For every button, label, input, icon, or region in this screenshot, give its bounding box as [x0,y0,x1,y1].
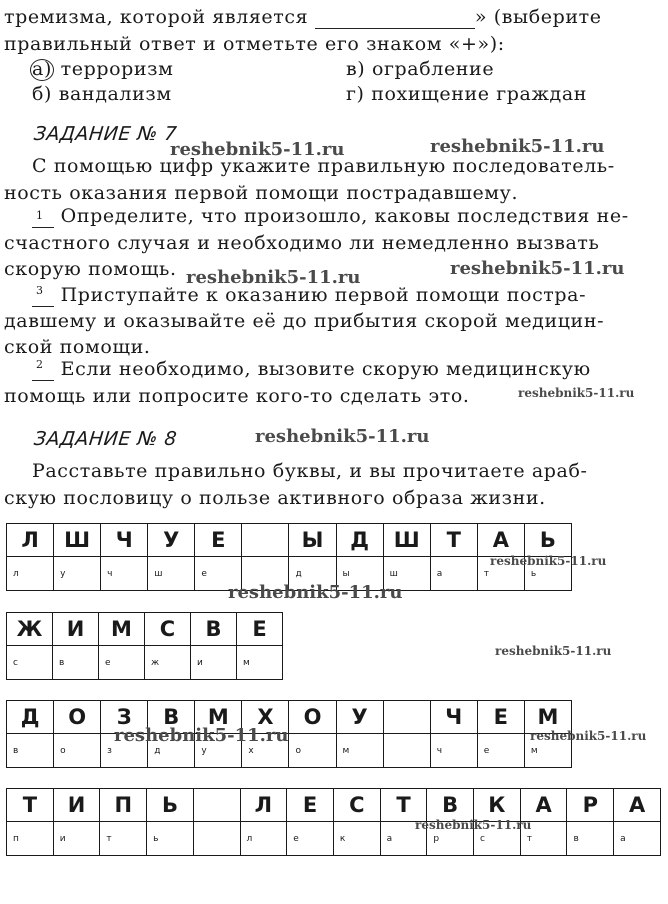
option-v: в) ограбление [346,58,495,80]
watermark: reshebnik5-11.ru [228,582,403,603]
grid-letter-cell: И [53,613,99,646]
grid-answer-cell[interactable]: т [477,557,524,591]
grid-letter-cell: И [53,789,100,822]
grid-letter-cell: Ж [7,613,53,646]
step2-line1: Приступайте к оказанию первой помощи постра- [32,284,586,307]
letter-grid-3 [6,700,572,768]
grid-letter-cell: Т [430,524,477,557]
grid-letter-cell: А [477,524,524,557]
grid-answer-cell[interactable]: т [520,822,567,856]
task7-intro-line2: ность оказания первой помощи пострадавшему. [4,182,519,204]
selected-answer-circle: а) [30,59,54,81]
grid-answer-cell[interactable]: м [336,734,383,768]
option-g: г) похищение граждан [346,83,588,105]
grid-answer-cell[interactable]: ч [101,557,148,591]
grid-answer-cell[interactable]: ы [336,557,383,591]
grid-answer-cell[interactable]: т [100,822,147,856]
step-number: 3 [36,284,43,297]
step-number: 1 [36,209,43,222]
grid-answer-cell[interactable]: а [380,822,427,856]
grid-answer-cell[interactable]: д [289,557,336,591]
grid-letter-cell: Х [242,701,289,734]
step2-line3: ской помощи. [4,336,151,358]
watermark: reshebnik5-11.ru [170,139,345,160]
task8-title: ЗАДАНИЕ № 8 [32,428,179,450]
grid-letter-cell: С [333,789,380,822]
task6-question-line1: тремизма, которой является » (выберите [4,6,602,28]
grid-letter-cell: М [195,701,242,734]
grid-answer-cell[interactable]: х [242,734,289,768]
grid-letter-cell: А [520,789,567,822]
grid-letter-cell: Д [7,701,54,734]
grid-letter-cell: Е [477,701,524,734]
grid-answer-cell[interactable]: с [474,822,521,856]
grid-answer-cell[interactable]: е [477,734,524,768]
grid-letter-cell: Д [336,524,383,557]
grid-answer-cell[interactable]: з [101,734,148,768]
grid-answer-cell[interactable] [383,734,430,768]
grid-answer-cell[interactable]: с [7,646,53,680]
task7-title: ЗАДАНИЕ № 7 [32,123,179,145]
letter-grid-2 [6,612,283,680]
grid-answer-cell[interactable]: м [237,646,283,680]
letter-grid-1 [6,523,572,591]
grid-answer-cell[interactable]: ч [430,734,477,768]
watermark: reshebnik5-11.ru [114,725,289,746]
watermark: reshebnik5-11.ru [255,426,430,447]
grid-answer-cell[interactable]: у [54,557,101,591]
grid-answer-cell[interactable]: в [53,646,99,680]
letter-grid-4 [6,788,661,856]
option-b: б) вандализм [32,83,172,105]
grid-letter-cell: В [148,701,195,734]
grid-letter-cell: У [336,701,383,734]
watermark: reshebnik5-11.ru [490,554,607,568]
step1-line1: Определите, что произошло, каковы последствия не- [32,205,629,228]
grid-letter-cell: Ш [54,524,101,557]
task7-intro-line1: С помощью цифр укажите правильную последователь- [32,155,615,177]
grid-letter-cell: Р [567,789,614,822]
grid-letter-cell: В [191,613,237,646]
step1-line2: счастного случая и необходимо ли немедленно вызвать [4,232,600,254]
watermark: reshebnik5-11.ru [450,258,625,279]
grid-letter-cell: Ь [524,524,571,557]
grid-letter-cell: К [474,789,521,822]
step2-line2: давшему и оказывайте её до прибытия скорой медицин- [4,310,605,332]
task6-question-line2: правильный ответ и отметьте его знаком «+»): [4,33,505,55]
grid-letter-cell: А [614,789,661,822]
grid-answer-cell[interactable]: ш [383,557,430,591]
grid-answer-cell[interactable]: ь [147,822,194,856]
grid-letter-cell: Ч [430,701,477,734]
grid-letter-cell: У [148,524,195,557]
grid-answer-cell[interactable]: у [195,734,242,768]
grid-letter-cell: Е [237,613,283,646]
grid-letter-cell [193,789,240,822]
grid-answer-cell[interactable]: ж [145,646,191,680]
step1-line3: скорую помощь. [4,258,177,280]
watermark: reshebnik5-11.ru [430,136,605,157]
grid-letter-cell: П [100,789,147,822]
grid-answer-cell[interactable]: а [614,822,661,856]
grid-letter-cell: Л [7,524,54,557]
grid-answer-cell[interactable]: в [7,734,54,768]
grid-letter-cell: Т [380,789,427,822]
watermark: reshebnik5-11.ru [415,818,532,832]
task8-intro-line1: Расставьте правильно буквы, и вы прочитаете араб- [32,460,588,482]
grid-answer-cell[interactable]: ш [148,557,195,591]
grid-answer-cell[interactable]: к [333,822,380,856]
grid-answer-cell[interactable]: и [53,822,100,856]
step-number: 2 [36,358,43,371]
grid-answer-cell[interactable]: л [240,822,287,856]
grid-answer-cell[interactable]: в [567,822,614,856]
watermark: reshebnik5-11.ru [495,644,612,658]
grid-answer-cell[interactable]: е [195,557,242,591]
grid-letter-cell: Е [287,789,334,822]
grid-letter-cell: Ь [147,789,194,822]
grid-letter-cell: Ш [383,524,430,557]
grid-letter-cell: Е [195,524,242,557]
grid-answer-cell[interactable]: р [427,822,474,856]
grid-letter-cell: Л [240,789,287,822]
grid-letter-cell: Ч [101,524,148,557]
grid-letter-cell: О [289,701,336,734]
watermark: reshebnik5-11.ru [518,386,635,400]
grid-answer-cell[interactable] [193,822,240,856]
watermark: reshebnik5-11.ru [530,729,647,743]
grid-letter-cell: Ы [289,524,336,557]
grid-letter-cell: О [54,701,101,734]
answer-blank [315,6,475,29]
task8-intro-line2: скую пословицу о пользе активного образа жизни. [4,487,546,509]
grid-letter-cell [383,701,430,734]
grid-letter-cell: М [524,701,571,734]
grid-answer-cell[interactable]: ь [524,557,571,591]
grid-answer-cell[interactable]: л [7,557,54,591]
option-a: а) терроризм [30,58,174,81]
step3-line2: помощь или попросите кого-то сделать это. [4,385,470,407]
grid-answer-cell[interactable]: о [289,734,336,768]
grid-answer-cell[interactable]: п [7,822,54,856]
grid-answer-cell[interactable]: д [148,734,195,768]
grid-answer-cell[interactable]: о [54,734,101,768]
grid-answer-cell[interactable]: м [524,734,571,768]
grid-letter-cell: М [99,613,145,646]
grid-letter-cell: Т [7,789,54,822]
watermark: reshebnik5-11.ru [186,267,361,288]
grid-letter-cell: З [101,701,148,734]
grid-letter-cell: С [145,613,191,646]
grid-letter-cell: В [427,789,474,822]
grid-answer-cell[interactable]: и [191,646,237,680]
step3-line1: Если необходимо, вызовите скорую медицинскую [32,358,591,381]
grid-answer-cell[interactable]: е [287,822,334,856]
grid-answer-cell[interactable]: а [430,557,477,591]
grid-letter-cell [242,524,289,557]
grid-answer-cell[interactable]: е [99,646,145,680]
